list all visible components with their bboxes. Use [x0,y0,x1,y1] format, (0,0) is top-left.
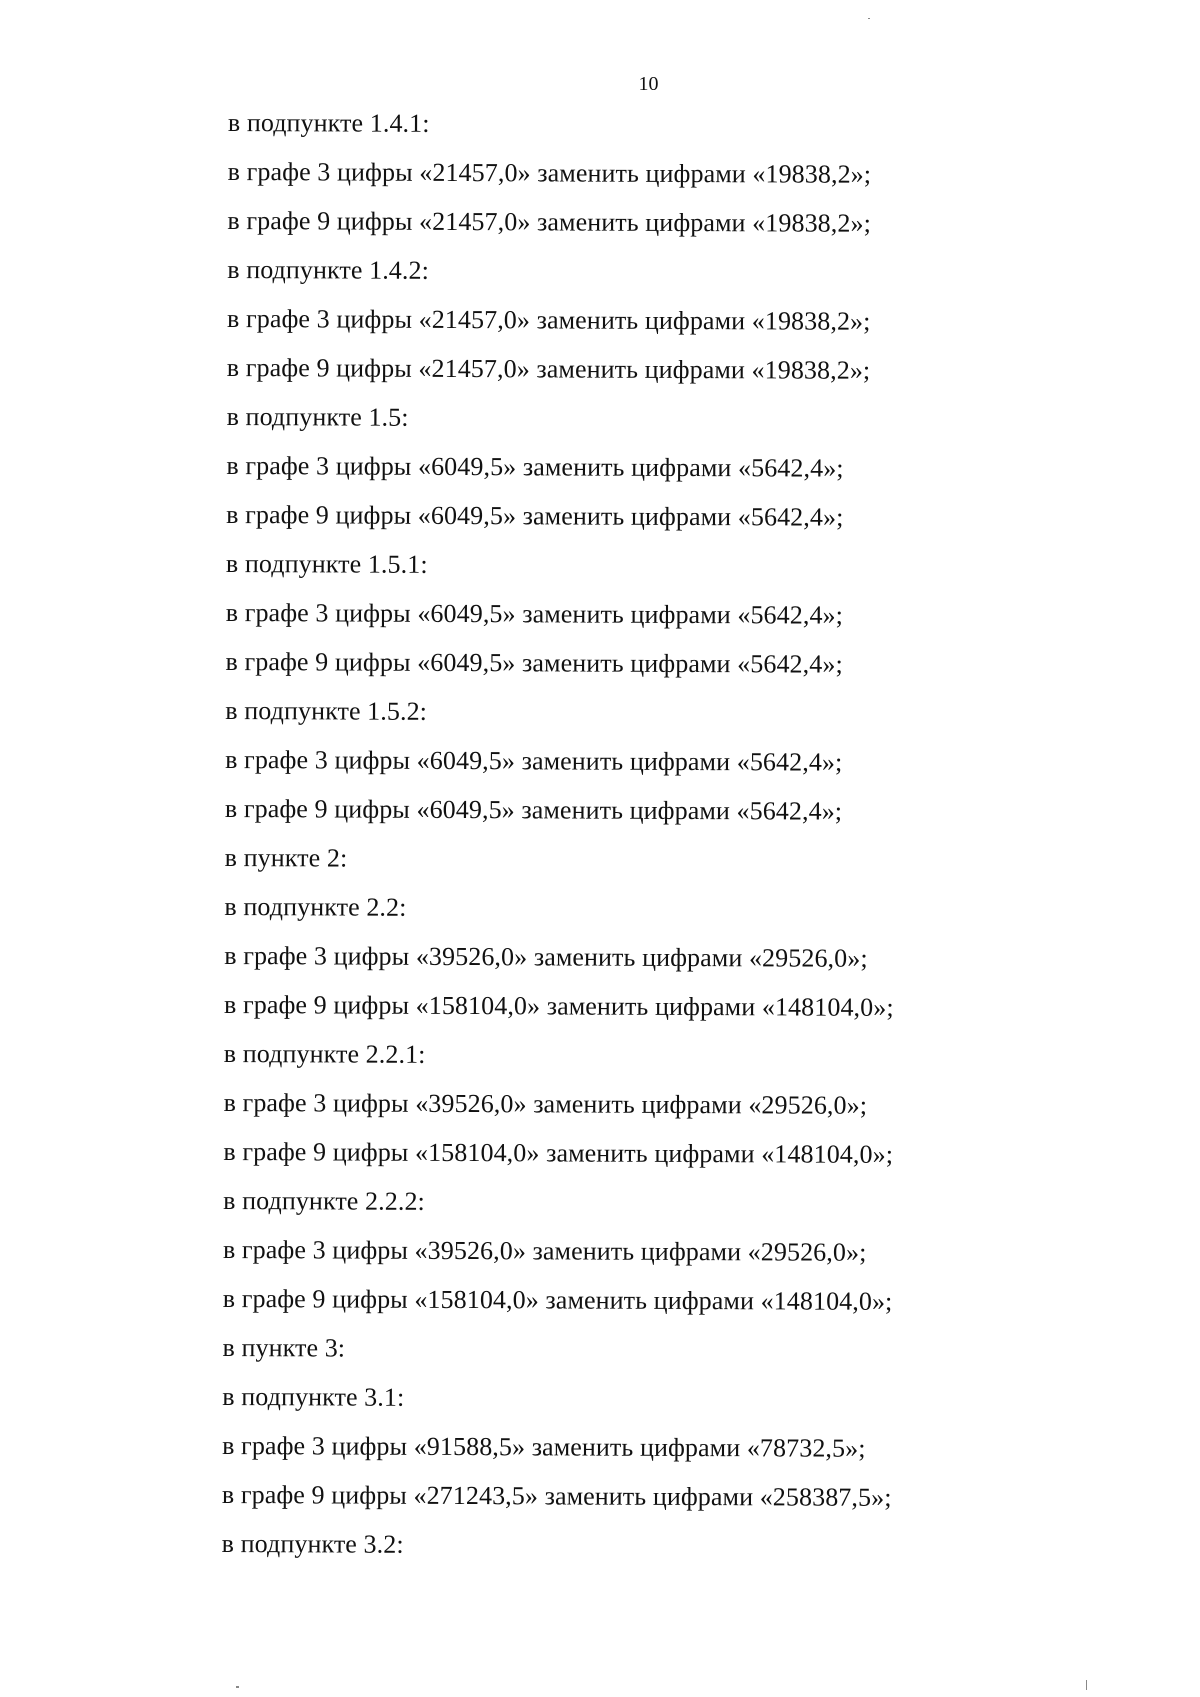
scan-speck [1086,1680,1087,1690]
text-line: в графе 9 цифры «6049,5» заменить цифрами «5642,4»; [226,499,844,532]
text-line: в графе 3 цифры «39526,0» заменить цифрами «29526,0»; [222,1234,867,1267]
text-line: в подпункте 1.4.1: [227,107,430,138]
text-line: в графе 9 цифры «158104,0» заменить цифрами «148104,0»; [223,989,894,1022]
text-line: в подпункте 1.4.2: [227,254,430,285]
text-line: в графе 9 цифры «21457,0» заменить цифрами «19838,2»; [226,352,871,385]
text-line: в подпункте 3.1: [222,1381,405,1412]
text-line: в подпункте 1.5.1: [225,548,428,579]
scan-speck [868,18,870,19]
page-number: 10 [638,73,659,95]
text-line: в графе 9 цифры «21457,0» заменить цифрами «19838,2»; [227,205,871,238]
text-line: в пункте 2: [224,842,348,873]
text-line: в графе 3 цифры «6049,5» заменить цифрами «5642,4»; [226,450,844,483]
scan-speck [236,1686,239,1688]
text-line: в подпункте 1.5: [226,401,409,432]
text-line: в графе 3 цифры «39526,0» заменить цифрами «29526,0»; [224,940,868,973]
text-line: в графе 3 цифры «21457,0» заменить цифрами «19838,2»; [227,156,872,189]
text-line: в подпункте 2.2.1: [223,1038,426,1069]
text-line: в подпункте 3.2: [221,1528,404,1559]
text-line: в графе 3 цифры «91588,5» заменить цифрами «78732,5»; [222,1430,866,1463]
text-line: в графе 3 цифры «39526,0» заменить цифрами «29526,0»; [223,1087,868,1120]
amendment-list [222,98,1128,1572]
text-line: в графе 3 цифры «6049,5» заменить цифрами «5642,4»; [225,597,844,630]
text-line: в графе 9 цифры «271243,5» заменить цифрами «258387,5»; [221,1479,892,1512]
text-line: в пункте 3: [222,1332,346,1363]
text-line: в графе 9 цифры «6049,5» заменить цифрами «5642,4»; [225,646,843,679]
text-line: в графе 3 цифры «21457,0» заменить цифрами «19838,2»; [226,303,871,336]
text-line: в графе 9 цифры «158104,0» заменить цифрами «148104,0»; [222,1283,893,1316]
text-line: в графе 9 цифры «158104,0» заменить цифрами «148104,0»; [223,1136,894,1169]
text-line: в графе 3 цифры «6049,5» заменить цифрами «5642,4»; [225,744,843,777]
text-line: в подпункте 2.2: [224,891,407,922]
text-line: в графе 9 цифры «6049,5» заменить цифрами «5642,4»; [224,793,843,826]
text-line: в подпункте 1.5.2: [225,695,428,726]
text-line: в подпункте 2.2.2: [223,1185,425,1216]
